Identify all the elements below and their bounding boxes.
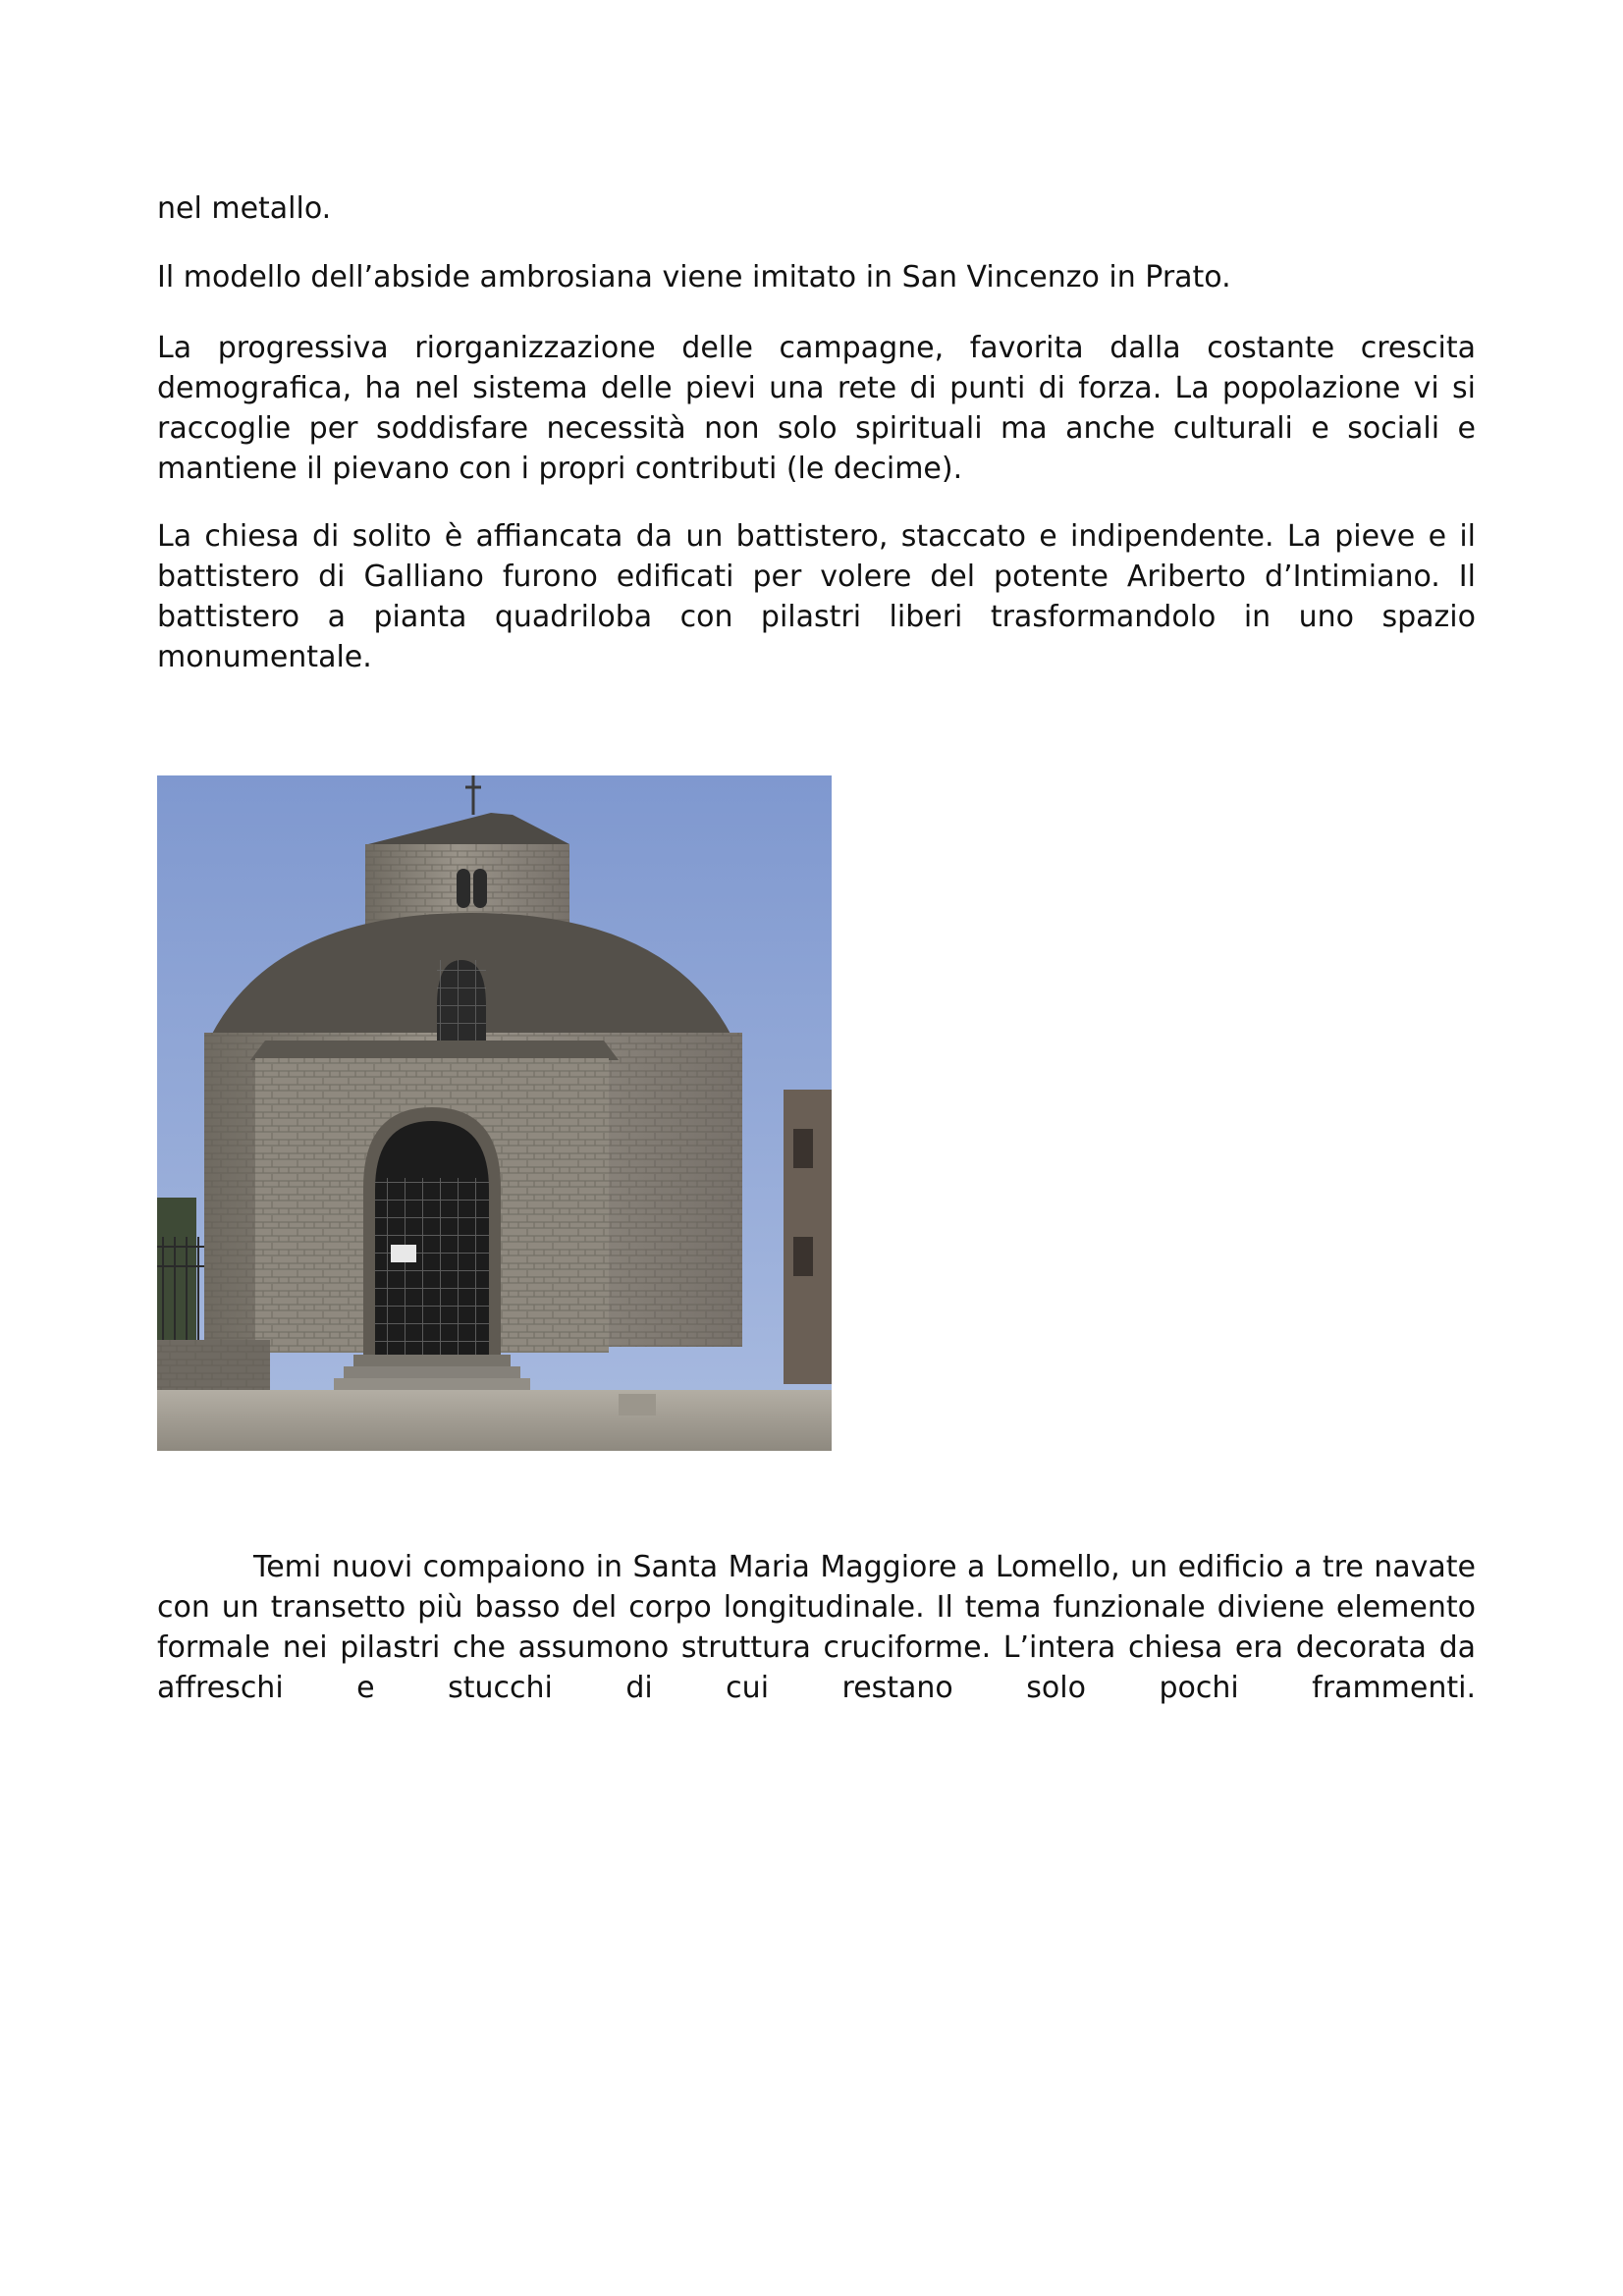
baptistery-illustration	[157, 775, 832, 1451]
paragraph-pievi: La progressiva riorganizzazione delle campagne, favorita dalla costante crescita demografica, ha nel sistema delle pievi una rete di punti di forza. La popolazione vi si raccoglie per soddisfare necessità non solo spirituali ma anche culturali e sociali e mantiene il pievano con i propri contributi (le decime).	[157, 331, 1476, 486]
baptistery-photo	[157, 775, 832, 1451]
paragraph-ambrosian-apse: Il modello dell’abside ambrosiana viene imitato in San Vincenzo in Prato.	[157, 260, 1231, 294]
paragraph-baptistery: La chiesa di solito è affiancata da un battistero, staccato e indipendente. La pieve e il battistero di Galliano furono edificati per volere del potente Ariberto d’Intimiano. Il battistero a pianta quadriloba con pilastri liberi trasformandolo in uno spazio monumentale.	[157, 519, 1476, 674]
ground	[157, 1390, 832, 1451]
paragraph-continuation: nel metallo.	[157, 191, 332, 226]
paragraph-lomello: Temi nuovi compaiono in Santa Maria Maggiore a Lomello, un edificio a tre navate con un transetto più basso del corpo longitudinale. Il tema funzionale diviene elemento formale nei pilastri che assumono struttura cruciforme. L’intera chiesa era decorata da affreschi e stucchi di cui restano solo pochi frammenti.	[157, 1550, 1476, 1705]
